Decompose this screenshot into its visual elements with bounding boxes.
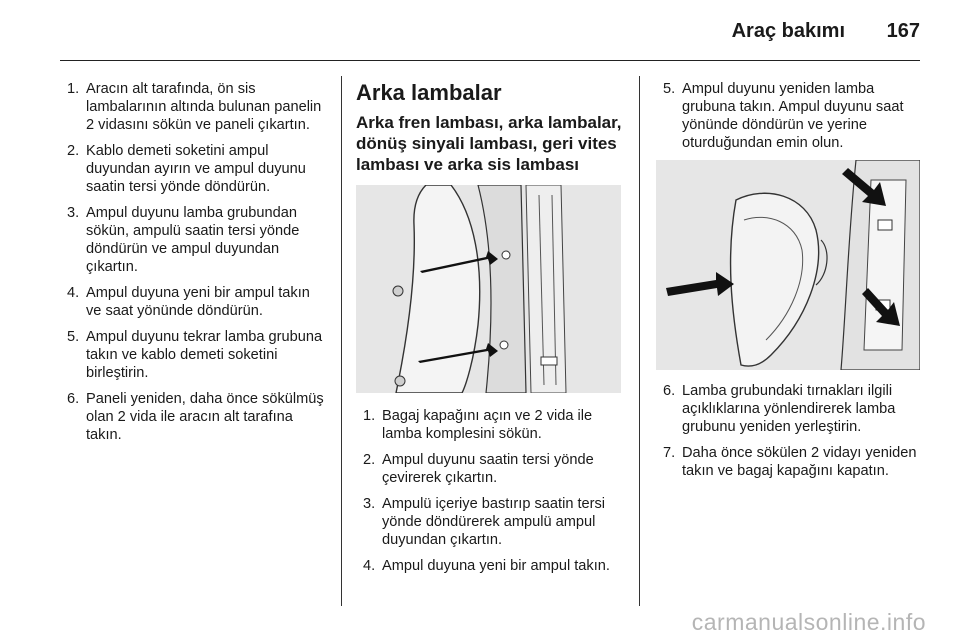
list-item: 1. Bagaj kapağını açın ve 2 vida ile lamba komplesini sökün. [363,408,593,442]
column-2 [356,80,624,583]
list-item: 2. Ampul duyunu saatin tersi yönde çevirerek çıkartın. [363,452,594,486]
list-item: 6. Lamba grubundaki tırnakları ilgili açıklıklarına yönlendirerek lamba grubunu yeniden yerleştirin. [663,383,896,435]
list-item: 1. Aracın alt tarafında, ön sis lambalarının altında bulunan panelin 2 vidasını sökün ve paneli çıkartın. [67,81,322,133]
list-item: 5. Ampul duyunu tekrar lamba grubuna takın ve kablo demeti soketini birleştirin. [67,329,323,381]
tail-lamp-removal-figure [356,185,621,393]
list-item: 6. Paneli yeniden, daha önce sökülmüş olan 2 vida ile aracın alt tarafına takın. [67,391,324,443]
steps-list-3a [656,80,924,152]
list-item: 5. Ampul duyunu yeniden lamba grubuna takın. Ampul duyunu saat yönünde döndürün ve yerine oturduğundan emin olun. [663,81,904,151]
header-title: Araç bakımı [731,20,845,42]
header-rule [60,60,920,61]
column-divider-1 [341,76,342,606]
page-header [0,18,920,48]
page-number: 167 [886,20,920,42]
steps-list-2 [356,407,624,575]
list-item: 7. Daha önce sökülen 2 vidayı yeniden takın ve bagaj kapağını kapatın. [663,445,917,479]
tail-lamp-illustration [356,185,621,393]
watermark: carmanualsonline.info [691,609,926,635]
list-item: 4. Ampul duyuna yeni bir ampul takın ve saat yönünde döndürün. [67,285,310,319]
lamp-refit-figure [656,160,920,370]
section-heading: Arka lambalar [356,80,502,105]
list-item: 4. Ampul duyuna yeni bir ampul takın. [363,558,610,574]
list-item: 2. Kablo demeti soketini ampul duyundan ayırın ve ampul duyunu saatin tersi yönde döndürün. [67,143,306,195]
list-item: 3. Ampul duyunu lamba grubundan sökün, ampulü saatin tersi yönde döndürün ve ampul duyundan çıkartın. [67,205,300,275]
lamp-refit-illustration [656,160,920,370]
column-divider-2 [639,76,640,606]
steps-list-3b [656,382,924,480]
column-3 [656,80,924,488]
column-1 [60,80,328,452]
section-subheading: Arka fren lambası, arka lambalar, dönüş sinyali lambası, geri vites lambası ve arka sis lambası [356,113,622,174]
list-item: 3. Ampulü içeriye bastırıp saatin tersi yönde döndürerek ampulü ampul duyundan çıkartın. [363,496,606,548]
steps-list-1 [60,80,328,444]
